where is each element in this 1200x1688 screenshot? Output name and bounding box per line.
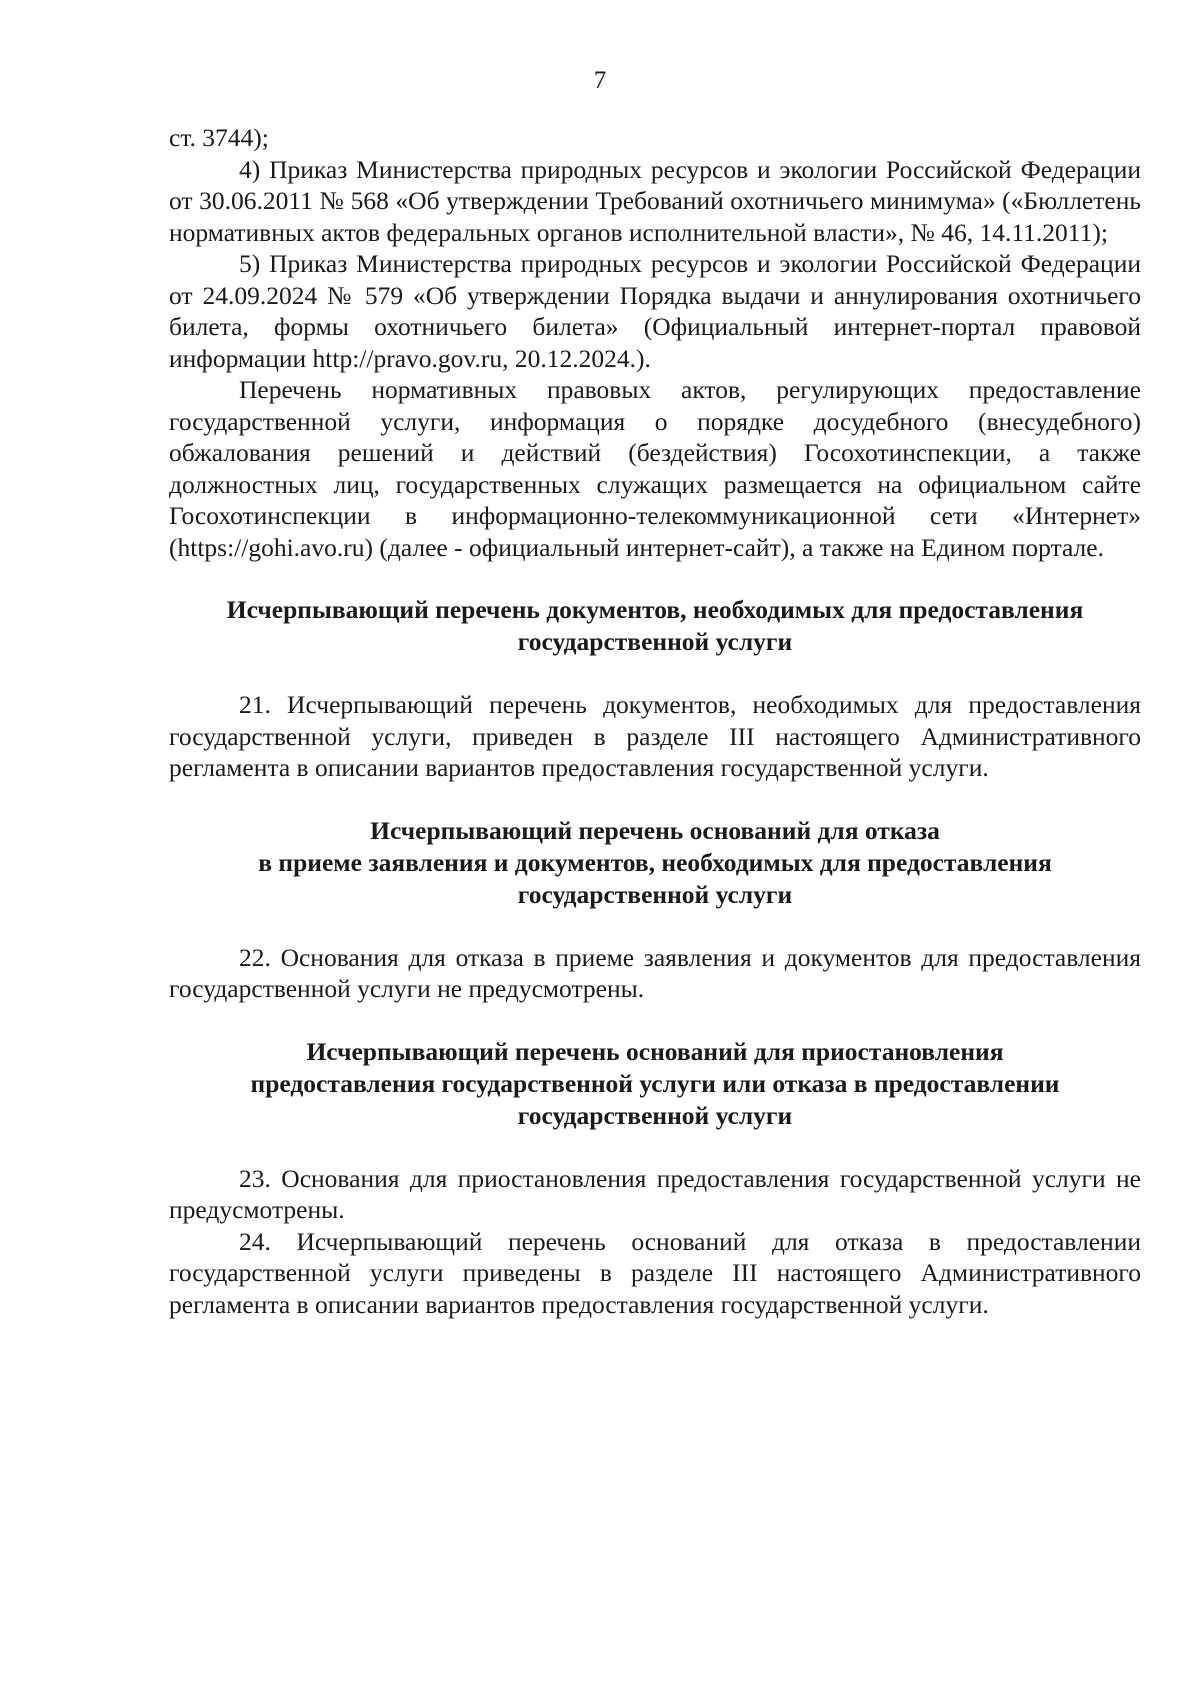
heading-line: в приеме заявления и документов, необходимых для предоставления: [258, 847, 1052, 877]
paragraph-item-4: 4) Приказ Министерства природных ресурсов и экологии Российской Федерации от 30.06.2011 № 568 «Об утверждении Требований охотничьего минимума» («Бюллетень нормативных актов федеральных органов исполнительной власти», № 46, 14.11.2011);: [169, 154, 1141, 247]
heading-line: Исчерпывающий перечень оснований для приостановления: [306, 1036, 1004, 1066]
paragraph-21: 21. Исчерпывающий перечень документов, необходимых для предоставления государственной услуги, приведен в разделе III настоящего Административного регламента в описании вариантов предоставления государственной услуги.: [169, 690, 1141, 782]
paragraph-legal-acts-list: Перечень нормативных правовых актов, регулирующих предоставление государственной услуги, информация о порядке досудебного (внесудебного) обжалования решений и действий (бездействия) Госохотинспекции, а также должностных лиц, государственных служащих размещается на официальном сайте Госохотинспекции в информационно-телекоммуникационной сети «Интернет» (https://gohi.avo.ru) (далее - официальный интернет-сайт), а также на Едином портале.: [169, 375, 1141, 562]
heading-line: государственной услуги: [517, 627, 793, 656]
paragraph-continuation: ст. 3744);: [169, 123, 269, 152]
paragraph-24: 24. Исчерпывающий перечень оснований для отказа в предоставлении государственной услуги приведены в разделе III настоящего Административного регламента в описании вариантов предоставления государственной услуги.: [169, 1226, 1141, 1319]
document-body: [169, 122, 1141, 1320]
heading-line: Исчерпывающий перечень документов, необходимых для предоставления: [226, 595, 1084, 624]
heading-line: государственной услуги: [517, 1100, 793, 1130]
heading-line: предоставления государственной услуги или отказа в предоставлении: [250, 1068, 1060, 1098]
paragraph-22: 22. Основания для отказа в приеме заявления и документов для предоставления государственной услуги не предусмотрены.: [169, 942, 1141, 1003]
section-heading-refusal-grounds: [169, 815, 1141, 911]
heading-line: Исчерпывающий перечень оснований для отказа: [370, 815, 940, 845]
heading-line: государственной услуги: [517, 879, 793, 909]
page-number: 7: [593, 67, 607, 94]
section-heading-suspension-grounds: [169, 1036, 1141, 1132]
section-heading-documents: [169, 594, 1141, 658]
paragraph-23: 23. Основания для приостановления предоставления государственной услуги не предусмотрены.: [169, 1163, 1141, 1224]
paragraph-item-5: 5) Приказ Министерства природных ресурсов и экологии Российской Федерации от 24.09.2024 № 579 «Об утверждении Порядка выдачи и аннулирования охотничьего билета, формы охотничьего билета» (Официальный интернет-портал правовой информации http://pravo.gov.ru, 20.12.2024.).: [169, 249, 1141, 373]
